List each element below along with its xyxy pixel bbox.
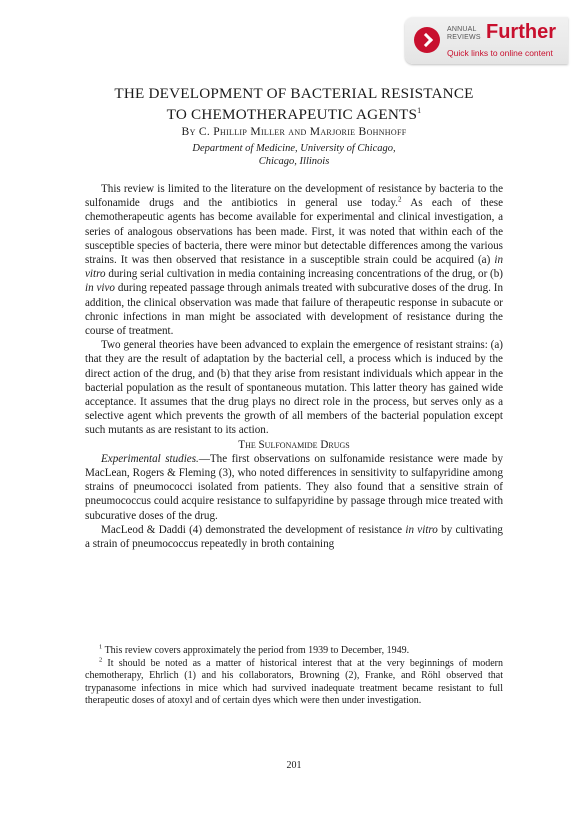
paragraph-3: Experimental studies.—The first observations on sulfonamide resistance were made by MacLean, Rogers & Fleming (3), who noted differences in sensitivity to sulfapyridine among strains of pneumococci isolated from patients. They also found that a sensitive strain of pneumococcus could acquire resistance to sulfapyridine by passage through mice treated with subcurative doses of the drug.: [85, 452, 503, 522]
banner-line2: REVIEWS: [447, 34, 481, 41]
banner-tagline[interactable]: Quick links to online content: [447, 48, 553, 58]
affiliation-line1: Department of Medicine, University of Chicago,: [192, 143, 396, 154]
article-title: [85, 85, 503, 123]
title-line2: TO CHEMOTHERAPEUTIC AGENTS$^1$: [166, 106, 422, 124]
paragraph-1: This review is limited to the literature on the development of resistance by bacteria to the sulfonamide drugs and the antibiotics in general use today.$^2$ As each of these chemotherapeutic agents has become available for experimental and clinical investigation, a series of analogous observations has been made. First, it was noted that within each of the susceptible species of bacteria, there were minor but detectable differences among the various strains. It was then observed that resistance in a susceptible strain could be acquired (a) in vitro during serial cultivation in media containing increasing concentrations of the drug, or (b) in vivo during repeated passage through animals treated with subcurative doses of the drug. In addition, the clinical observation was made that failure of therapeutic response in subacute or chronic infections in man might be associated with development of resistance during the course of treatment.: [85, 183, 503, 338]
affiliation-line2: Chicago, Illinois: [258, 156, 330, 167]
banner-brand: Further: [486, 21, 556, 43]
paragraph-2: Two general theories have been advanced to explain the emergence of resistant strains: (a) that they are the result of adaptation by the bacterial cell, a process which is induced by the direct action of the drug, and (b) that they arise from resistant individuals which appear in the bacterial population as the result of spontaneous mutation. This latter theory has gained wide acceptance. It assumes that the drug plays no direct role in the process, but serves only as a selective agent which prevents the growth of all members of the bacterial population except such mutants as are resistant to its action.: [85, 339, 503, 437]
title-line1: THE DEVELOPMENT OF BACTERIAL RESISTANCE: [114, 85, 474, 102]
paragraph-4: MacLeod & Daddi (4) demonstrated the development of resistance in vitro by cultivating a strain of pneumococcus repeatedly in broth containing: [85, 523, 503, 551]
authors: By C. Phillip Miller and Marjorie Bohnhoff: [181, 125, 407, 138]
annual-reviews-further-banner[interactable]: [405, 17, 568, 64]
article-body: [85, 182, 503, 551]
paragraph-3-lead: Experimental studies.: [101, 452, 199, 465]
footnotes: [85, 645, 503, 708]
arrow-icon: [414, 27, 440, 53]
title-footnote-mark: 1: [417, 106, 422, 115]
banner-line1: ANNUAL: [447, 26, 477, 33]
section-heading: The Sulfonamide Drugs: [238, 438, 350, 451]
footnote-2: $^2$ It should be noted as a matter of historical interest that at the very beginnings of modern chemotherapy, Ehrlich (1) and his collaborators, Browning (2), Franke, and Röhl observed that trypanasome infections in mice which had survived inadequate treatment became resistant to full therapeutic doses of atoxyl and of certain dyes which were then under investigation.: [85, 656, 503, 707]
footnote-ref-2[interactable]: 2: [397, 195, 402, 204]
footnote-1: $^1$ This review covers approximately the period from 1939 to December, 1949.: [99, 643, 410, 656]
page-number: 201: [286, 760, 302, 771]
